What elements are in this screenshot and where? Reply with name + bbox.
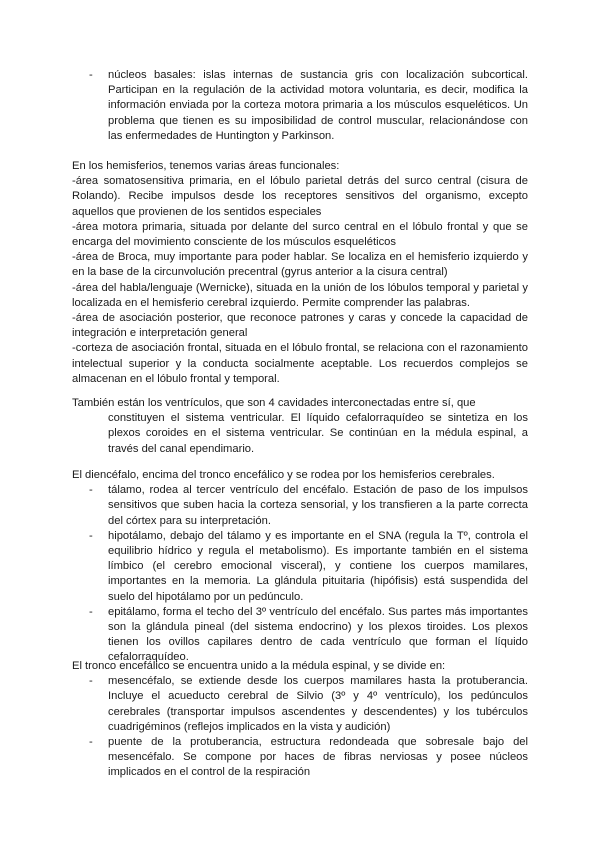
bullet-pons <box>89 735 528 781</box>
bullet-dash: - <box>89 484 93 497</box>
diencephalon-intro: El diencéfalo, encima del tronco encefálico y se rodea por los hemisferios cerebrales. <box>72 469 495 481</box>
bullet-mesencephalon <box>89 674 528 735</box>
diencephalon-section <box>72 468 528 666</box>
bullet-text: núcleos basales: islas internas de sustancia gris con localización subcortical. Participan en la regulación de la actividad motora voluntaria, es decir, modifica la información enviada por la corteza motora primaria a los músculos esqueléticos. Un problema que tienen es su imposibilidad de control muscular, relacionándose con las enfermedades de Huntington y Parkinson. <box>108 69 528 142</box>
bullet-hypothalamus <box>89 529 528 605</box>
bullet-text: mesencéfalo, se extiende desde los cuerpos mamilares hasta la protuberancia. Incluye el acueducto cerebral de Silvio (3º y 4º ventrículo), los pedúnculos cerebrales (transportar impulsos ascendentes y descendentes) y los tubérculos cuadrigéminos (reflejos implicados en la vista y audición) <box>108 675 528 733</box>
ventricles-section <box>72 396 528 457</box>
bullet-dash: - <box>89 675 93 688</box>
bullet-thalamus <box>89 483 528 529</box>
brainstem-section <box>72 659 528 781</box>
bullet-dash: - <box>89 605 93 618</box>
bullet-text: hipotálamo, debajo del tálamo y es importante en el SNA (regula la Tº, controla el equilibrio hídrico y regula el metabolismo). Es importante también en el sistema límbico (el cerebro emocional visceral), y contiene los cuerpos mamilares, importantes en la memoria. La glándula pituitaria (hipófisis) está suspendida del suelo del hipotálamo por un pedúnculo. <box>108 529 528 603</box>
area-posterior-association: -área de asociación posterior, que reconoce patrones y caras y concede la capacidad de integración e interpretación general <box>72 312 528 340</box>
hemispheres-section <box>72 159 528 387</box>
bullet-text: puente de la protuberancia, estructura redondeada que sobresale bajo del mesencéfalo. Se compone por haces de fibras nerviosas y posee núcleos implicados en el control de la respiración <box>108 736 528 779</box>
bullet-epithalamus <box>89 605 528 666</box>
area-wernicke: -área del habla/lenguaje (Wernicke), situada en la unión de los lóbulos temporal y parietal y localizada en el hemisferio cerebral izquierdo. Permite comprender las palabras. <box>72 281 528 309</box>
brainstem-intro: El tronco encefálico se encuentra unido a la médula espinal, y se divide en: <box>72 660 446 672</box>
ventricles-first-line: También están los ventrículos, que son 4 cavidades interconectadas entre sí, que <box>72 397 476 409</box>
bullet-basal-nuclei <box>89 68 528 144</box>
basal-nuclei-section <box>72 68 528 144</box>
area-broca: -área de Broca, muy importante para poder hablar. Se localiza en el hemisferio izquierdo y en la base de la circunvolución precentral (gyrus anterior a la cisura central) <box>72 251 528 279</box>
bullet-text: tálamo, rodea al tercer ventrículo del encéfalo. Estación de paso de los impulsos sensitivos que suben hacia la corteza sensorial, y los transfieren a la parte correcta del córtex para su interpretación. <box>108 484 528 527</box>
area-motor: -área motora primaria, situada por delante del surco central en el lóbulo frontal y que se encarga del movimiento consciente de los músculos esqueléticos <box>72 220 528 249</box>
bullet-text: epitálamo, forma el techo del 3º ventrículo del encéfalo. Sus partes más importantes son la glándula pineal (del sistema endocrino) y los plexos tiroides. Los plexos tienen los ovillos capilares dentro de cada ventrículo que forman el líquido cefalorraquídeo. <box>108 605 528 664</box>
bullet-dash: - <box>89 529 93 542</box>
area-somatosensory: -área somatosensitiva primaria, en el lóbulo parietal detrás del surco central (cisura de Rolando). Recibe impulsos desde los receptores sensitivos del organismo, excepto aquellos que provienen de los sentidos especiales <box>72 175 528 218</box>
bullet-dash: - <box>89 69 93 81</box>
bullet-dash: - <box>89 736 93 749</box>
ventricles-body: constituyen el sistema ventricular. El líquido cefalorraquídeo se sintetiza en los plexos coroides en el sistema ventricular. Se continúan en la médula espinal, a través del canal ependimario. <box>108 412 528 455</box>
hemispheres-intro: En los hemisferios, tenemos varias áreas funcionales: <box>72 160 340 172</box>
area-frontal-association: -corteza de asociación frontal, situada en el lóbulo frontal, se relaciona con el razonamiento intelectual superior y la conducta socialmente aceptable. Los recuerdos complejos se almacenan en el lóbulo frontal y temporal. <box>72 342 528 385</box>
